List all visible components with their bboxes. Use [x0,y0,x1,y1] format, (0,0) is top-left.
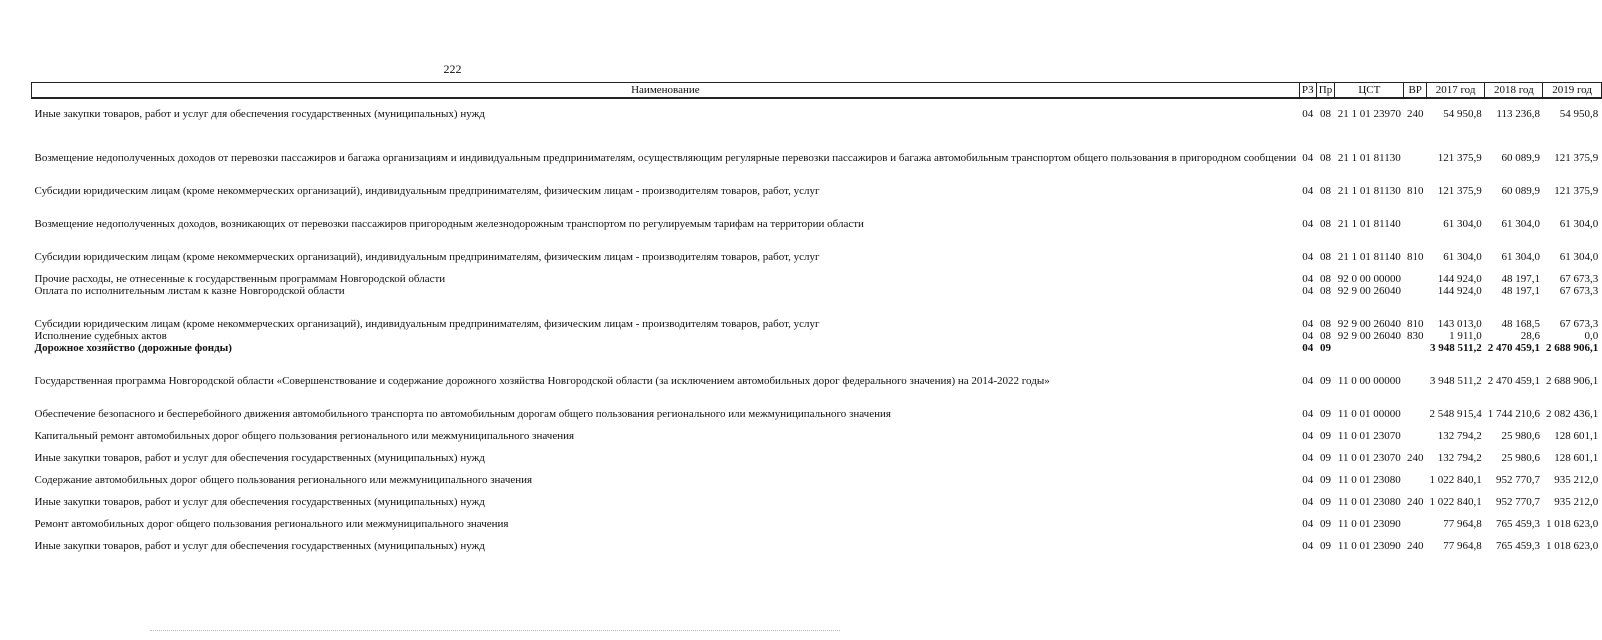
cell-name: Исполнение судебных актов [34,330,167,342]
cell-rz: 04 [1302,318,1314,330]
cell-rz: 04 [1302,496,1314,508]
cell-name: Иные закупки товаров, работ и услуг для обеспечения государственных (муниципальных) нужд [34,452,485,464]
header-2019: 2019 год [1543,83,1601,99]
cell-vr [1404,285,1427,297]
cell-pr: 08 [1319,285,1331,297]
cell-pr: 09 [1319,540,1331,552]
cell-cst: 92 9 00 26040 [1337,318,1401,330]
cell-2019: 121 375,9 [1554,152,1599,164]
cell-2019: 54 950,8 [1559,108,1599,120]
cell-2019: 67 673,3 [1559,273,1599,285]
cell-2018: 25 980,6 [1501,452,1540,464]
cell-2019: 67 673,3 [1559,318,1599,330]
cell-name: Дорожное хозяйство (дорожные фонды) [34,342,232,354]
table-row [32,263,1602,285]
cell-name: Обеспечение безопасного и бесперебойного движения автомобильного транспорта по автомобильным дорогам общего пользования регионального или межмуниципального значения [34,408,891,420]
cell-cst: 11 0 01 23090 [1337,518,1401,530]
header-2018: 2018 год [1485,83,1543,99]
cell-rz: 04 [1302,375,1314,387]
cell-rz: 04 [1302,452,1314,464]
header-pr: Пр [1316,83,1334,99]
cell-2017: 3 948 511,2 [1429,375,1482,387]
cell-cst: 92 9 00 26040 [1337,285,1401,297]
cell-vr [1404,263,1427,285]
cell-vr: 810 [1406,251,1424,263]
cell-pr: 09 [1319,342,1331,354]
cell-2019: 2 688 906,1 [1545,375,1599,387]
cell-pr: 09 [1319,375,1331,387]
cell-name: Возмещение недополученных доходов от перевозки пассажиров и багажа организациям и индивидуальным предпринимателям, осуществляющим регулярные перевозки пассажиров и багажа автомобильным транспортом общего пользования в пригородном сообщении [34,152,1297,164]
cell-2018: 2 470 459,1 [1487,375,1540,387]
cell-cst [1335,342,1404,354]
cell-vr: 240 [1406,496,1424,508]
cell-pr: 09 [1319,496,1331,508]
cell-vr: 830 [1406,330,1424,342]
cell-2018: 765 459,3 [1495,518,1540,530]
cell-name: Возмещение недополученных доходов, возникающих от перевозки пассажиров пригородным железнодорожным транспортом по регулируемым тарифам на территории области [34,218,864,230]
cell-vr [1404,120,1427,164]
header-cst: ЦСТ [1335,83,1404,99]
cell-2017: 132 794,2 [1437,452,1482,464]
cell-cst: 11 0 01 23070 [1337,430,1401,442]
cell-2018: 952 770,7 [1495,474,1540,486]
cell-pr: 09 [1319,452,1331,464]
cell-vr [1404,342,1427,354]
cell-cst: 21 1 01 81140 [1337,218,1401,230]
cell-cst: 21 1 01 81130 [1337,152,1401,164]
cell-pr: 09 [1319,518,1331,530]
table-row [32,508,1602,530]
cell-2019: 61 304,0 [1559,251,1599,263]
cell-rz: 04 [1302,342,1314,354]
cell-2017: 61 304,0 [1443,218,1482,230]
table-row [32,98,1602,120]
cell-2018: 113 236,8 [1496,108,1540,120]
table-row [32,197,1602,230]
cell-cst: 21 1 01 81130 [1337,185,1401,197]
cell-vr [1404,420,1427,442]
table-row [32,420,1602,442]
cell-cst: 11 0 01 23080 [1337,474,1401,486]
cell-2018: 61 304,0 [1501,218,1540,230]
table-body [32,98,1602,552]
cell-2017: 2 548 915,4 [1429,408,1482,420]
page-bottom-mark [150,630,840,632]
cell-2017: 77 964,8 [1443,540,1482,552]
cell-pr: 09 [1319,430,1331,442]
cell-name: Субсидии юридическим лицам (кроме некоммерческих организаций), индивидуальным предпринимателям, физическим лицам - производителям товаров, работ, услуг [34,318,820,330]
cell-cst: 21 1 01 81140 [1337,251,1401,263]
cell-rz: 04 [1302,273,1314,285]
cell-pr: 08 [1319,273,1331,285]
table-row [32,297,1602,330]
cell-2018: 60 089,9 [1501,152,1540,164]
cell-2017: 143 013,0 [1437,318,1482,330]
table-row [32,387,1602,420]
cell-rz: 04 [1302,185,1314,197]
cell-rz: 04 [1302,152,1314,164]
cell-2019: 1 018 623,0 [1545,540,1599,552]
cell-pr: 08 [1319,318,1331,330]
cell-2019: 61 304,0 [1559,218,1599,230]
cell-2018: 48 197,1 [1501,285,1540,297]
cell-pr: 09 [1319,474,1331,486]
page-number: 222 [443,62,462,76]
cell-cst: 11 0 00 00000 [1337,375,1401,387]
cell-2019: 2 082 436,1 [1545,408,1599,420]
cell-name: Иные закупки товаров, работ и услуг для обеспечения государственных (муниципальных) нужд [34,108,485,120]
cell-2018: 2 470 459,1 [1487,342,1540,354]
budget-table [31,82,1602,552]
cell-rz: 04 [1302,474,1314,486]
table-row [32,285,1602,297]
cell-rz: 04 [1302,218,1314,230]
header-rz: РЗ [1299,83,1316,99]
cell-vr [1404,354,1427,387]
table-row [32,120,1602,164]
cell-name: Субсидии юридическим лицам (кроме некоммерческих организаций), индивидуальным предпринимателям, физическим лицам - производителям товаров, работ, услуг [34,251,820,263]
cell-cst: 11 0 01 23090 [1337,540,1401,552]
cell-vr: 810 [1406,318,1424,330]
table-row [32,330,1602,342]
cell-vr: 240 [1406,540,1424,552]
cell-2017: 144 924,0 [1437,285,1482,297]
cell-rz: 04 [1302,540,1314,552]
cell-2019: 0,0 [1584,330,1599,342]
cell-vr: 810 [1406,185,1424,197]
cell-name: Иные закупки товаров, работ и услуг для обеспечения государственных (муниципальных) нужд [34,540,485,552]
cell-pr: 08 [1319,152,1331,164]
header-vr: ВР [1404,83,1427,99]
table-row [32,486,1602,508]
header-2017: 2017 год [1426,83,1484,99]
cell-2019: 935 212,0 [1554,496,1599,508]
cell-rz: 04 [1302,430,1314,442]
table-row [32,230,1602,263]
cell-cst: 21 1 01 23970 [1337,108,1401,120]
cell-pr: 08 [1319,330,1331,342]
cell-2018: 48 197,1 [1501,273,1540,285]
cell-2017: 54 950,8 [1443,108,1482,120]
table-header-row [32,83,1602,99]
cell-2018: 60 089,9 [1501,185,1540,197]
cell-2019: 128 601,1 [1554,452,1599,464]
cell-pr: 09 [1319,408,1331,420]
cell-name: Прочие расходы, не отнесенные к государственным программам Новгородской области [34,273,446,285]
cell-rz: 04 [1302,330,1314,342]
cell-2018: 61 304,0 [1501,251,1540,263]
cell-vr [1404,197,1427,230]
cell-pr: 08 [1319,185,1331,197]
cell-2017: 1 911,0 [1449,330,1482,342]
cell-2019: 121 375,9 [1554,185,1599,197]
cell-cst: 92 9 00 26040 [1337,330,1401,342]
cell-name: Ремонт автомобильных дорог общего пользования регионального или межмуниципального значения [34,518,509,530]
cell-cst: 11 0 01 00000 [1337,408,1401,420]
cell-name: Оплата по исполнительным листам к казне Новгородской области [34,285,345,297]
cell-vr: 240 [1406,108,1424,120]
cell-vr [1404,464,1427,486]
cell-vr: 240 [1406,452,1424,464]
cell-name: Государственная программа Новгородской области «Совершенствование и содержание дорожного хозяйства Новгородской области (за исключением автомобильных дорог федерального значения) на 2014-2022 годы» [34,375,1050,387]
cell-2019: 935 212,0 [1554,474,1599,486]
table-row [32,442,1602,464]
table-row [32,530,1602,552]
cell-pr: 08 [1319,251,1331,263]
cell-2017: 77 964,8 [1443,518,1482,530]
table-row [32,354,1602,387]
header-name: Наименование [32,83,1300,99]
cell-name: Содержание автомобильных дорог общего пользования регионального или межмуниципального значения [34,474,533,486]
cell-2019: 2 688 906,1 [1545,342,1599,354]
cell-pr: 08 [1319,108,1331,120]
cell-2017: 121 375,9 [1437,152,1482,164]
cell-2019: 1 018 623,0 [1545,518,1599,530]
cell-cst: 92 0 00 00000 [1337,273,1401,285]
cell-2018: 48 168,5 [1501,318,1540,330]
cell-2017: 1 022 840,1 [1429,474,1482,486]
cell-2017: 1 022 840,1 [1429,496,1482,508]
cell-name: Капитальный ремонт автомобильных дорог общего пользования регионального или межмуниципального значения [34,430,575,442]
cell-rz: 04 [1302,518,1314,530]
cell-pr: 08 [1319,218,1331,230]
cell-name: Субсидии юридическим лицам (кроме некоммерческих организаций), индивидуальным предпринимателям, физическим лицам - производителям товаров, работ, услуг [34,185,820,197]
cell-cst: 11 0 01 23080 [1337,496,1401,508]
cell-2018: 765 459,3 [1495,540,1540,552]
cell-rz: 04 [1302,108,1314,120]
cell-2017: 132 794,2 [1437,430,1482,442]
cell-vr [1404,387,1427,420]
cell-cst: 11 0 01 23070 [1337,452,1401,464]
cell-rz: 04 [1302,408,1314,420]
table-row [32,342,1602,354]
cell-2017: 61 304,0 [1443,251,1482,263]
cell-2018: 1 744 210,6 [1487,408,1540,420]
cell-2017: 3 948 511,2 [1430,342,1482,354]
cell-2017: 121 375,9 [1437,185,1482,197]
cell-2018: 28,6 [1520,330,1540,342]
cell-vr [1404,508,1427,530]
cell-rz: 04 [1302,285,1314,297]
table-row [32,464,1602,486]
table-row [32,164,1602,197]
cell-2019: 67 673,3 [1559,285,1599,297]
cell-2017: 144 924,0 [1437,273,1482,285]
cell-2019: 128 601,1 [1554,430,1599,442]
cell-name: Иные закупки товаров, работ и услуг для обеспечения государственных (муниципальных) нужд [34,496,485,508]
cell-rz: 04 [1302,251,1314,263]
cell-2018: 25 980,6 [1501,430,1540,442]
cell-2018: 952 770,7 [1495,496,1540,508]
